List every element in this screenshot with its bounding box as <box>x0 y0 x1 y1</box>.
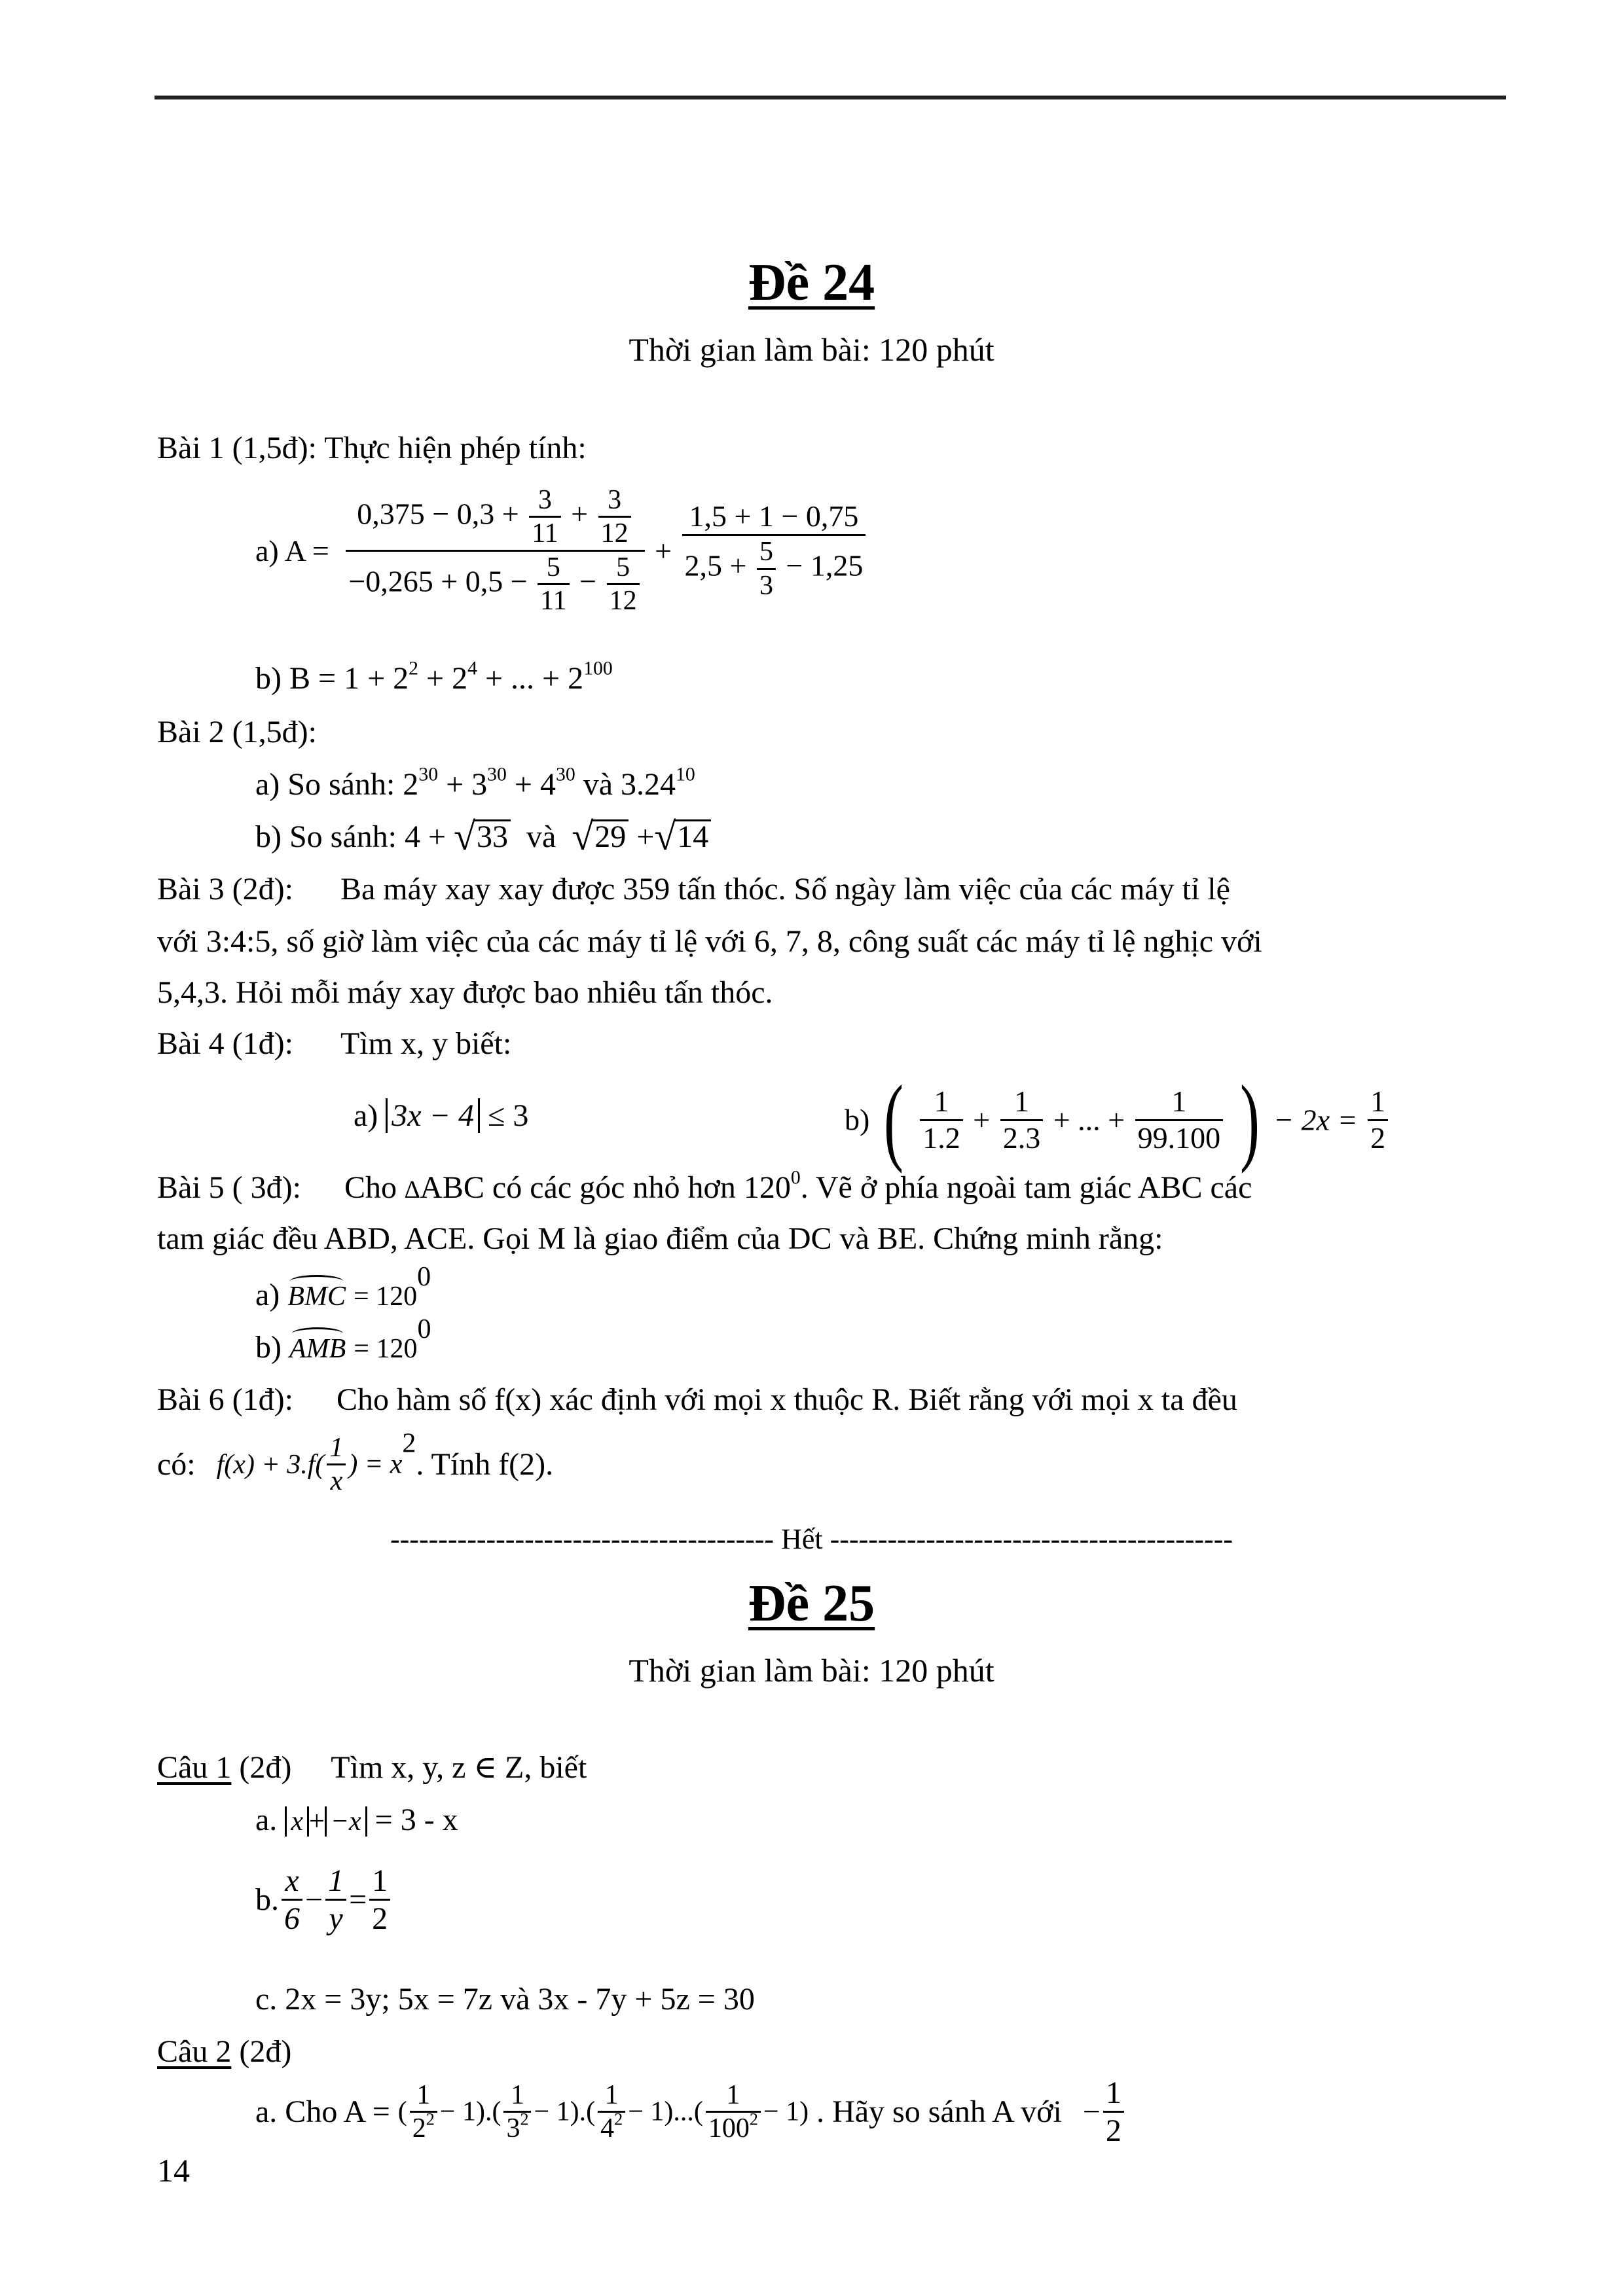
exponent: 2 <box>426 2109 435 2129</box>
bai6-line1 <box>157 1381 1237 1419</box>
frac-den: 2 <box>372 1901 388 1937</box>
cau1a-label: a. <box>255 1803 278 1837</box>
cau2-label: Câu 2 <box>157 2034 232 2069</box>
frac-den: 11 <box>532 518 558 549</box>
bai6-line2 <box>157 1428 554 1498</box>
bai5-text: ABC có các góc nhỏ hơn 120 <box>420 1170 791 1205</box>
open-paren: ( <box>397 2096 407 2127</box>
exponent: 4 <box>467 657 477 679</box>
exponent: 100 <box>583 657 613 679</box>
page-number: 14 <box>157 2152 190 2189</box>
bai5-label: Bài 5 ( 3đ): <box>157 1170 301 1205</box>
cau1-heading <box>157 1749 587 1787</box>
frac-num: 1 <box>920 1085 963 1121</box>
bai1a-second-fraction <box>682 499 866 601</box>
plus-sign: + <box>655 533 672 567</box>
exponent: 0 <box>790 1166 801 1189</box>
frac-num: 1 <box>1368 1085 1388 1121</box>
bai1b-text: b) B = 1 + 2 <box>255 661 409 696</box>
frac-den: 3 <box>759 570 773 601</box>
cau1-text: Tìm x, y, z ∈ Z, biết <box>331 1750 587 1785</box>
frac-den: 2 <box>1370 1121 1386 1155</box>
bai2b <box>255 815 711 858</box>
bai2a-text: + 4 <box>506 767 556 802</box>
frac-den: 11 <box>540 585 567 616</box>
bai4b-label: b) <box>845 1103 870 1137</box>
radicand: 29 <box>592 819 629 853</box>
equals-sign: = <box>349 1882 367 1917</box>
dots: + ... + <box>1053 1103 1125 1137</box>
de25-title: Đề 25 <box>748 1575 875 1632</box>
frac-num: 1 <box>1103 2075 1124 2113</box>
cau1b <box>255 1863 393 1937</box>
minus-one: − 1) <box>763 2096 809 2127</box>
de25-time: Thời gian làm bài: 120 phút <box>629 1652 994 1689</box>
bai1-heading: Bài 1 (1,5đ): Thực hiện phép tính: <box>157 431 587 465</box>
frac-num: x <box>282 1863 302 1901</box>
het-divider: ---------------------------------------- Hết ------------------------------------------ <box>390 1523 1233 1555</box>
bai3-label: Bài 3 (2đ): <box>157 872 293 906</box>
cau1-points: (2đ) <box>231 1750 292 1785</box>
bai1a-right-num: 1,5 + 1 − 0,75 <box>682 499 866 536</box>
sqrt-icon: √ <box>454 815 476 858</box>
left-paren-icon: ( <box>883 1066 903 1174</box>
frac-den: 12 <box>609 585 637 616</box>
bai1a-den-text: −0,265 + 0,5 − <box>348 564 528 598</box>
bai6-tail: . Tính f(2). <box>416 1447 554 1482</box>
frac-num: 1 <box>706 2079 761 2113</box>
exponent: 2 <box>409 657 419 679</box>
angle-value: = 120 <box>354 1334 418 1364</box>
bai5-text: . Vẽ ở phía ngoài tam giác ABC các <box>800 1170 1252 1205</box>
bai3-text: Ba máy xay xay được 359 tấn thóc. Số ngày làm việc của các máy tỉ lệ <box>340 872 1230 906</box>
bai5-line2: tam giác đều ABD, ACE. Gọi M là giao điểm của DC và BE. Chứng minh rằng: <box>157 1221 1163 1256</box>
minus-one: − 1) <box>439 2096 485 2127</box>
exponent: 0 <box>417 1314 431 1344</box>
right-paren-icon: ) <box>1239 1066 1260 1174</box>
angle-value: = 120 <box>353 1282 418 1312</box>
frac-den: 99.100 <box>1137 1121 1221 1155</box>
frac-num: 3 <box>529 484 560 518</box>
bai4b <box>845 1066 1391 1174</box>
bai1b-text: + 2 <box>418 661 468 696</box>
frac-num: 1 <box>325 1863 346 1901</box>
plus-sign: + <box>571 497 589 531</box>
cau1b-label: b. <box>255 1882 279 1917</box>
bai4-text: Tìm x, y biết: <box>340 1026 512 1061</box>
cau2-points: (2đ) <box>231 2034 292 2069</box>
word-va: và <box>526 819 556 854</box>
frac-den: 1.2 <box>922 1121 960 1155</box>
frac-num: 1 <box>369 1863 390 1901</box>
bai4-heading <box>157 1025 511 1063</box>
bai1a-right-den-left: 2,5 + <box>684 548 747 583</box>
bai6-text: Cho hàm số f(x) xác định với mọi x thuộc R. Biết rằng với mọi x ta đều <box>336 1382 1237 1417</box>
bai1a-expression <box>255 484 868 648</box>
de24-title: Đề 24 <box>748 254 875 312</box>
frac-num: 1 <box>598 2079 625 2113</box>
bai6-co: có: <box>157 1447 196 1482</box>
bai2b-text: b) So sánh: 4 + <box>255 819 447 854</box>
bai6-formula: ) = x <box>348 1449 403 1480</box>
plus-sign: + <box>308 1806 325 1837</box>
exponent: 2 <box>520 2109 529 2129</box>
exponent: 30 <box>418 763 439 785</box>
bai4b-rhs: − 2x = <box>1273 1103 1358 1137</box>
angle-amb: AMB <box>289 1333 346 1365</box>
cau2a: a. Cho A = ( $\frac{1}{2^2}$ − 1).( $\frac{1}{3^2}$ − 1).( $\frac{1}{4^2}$ − 1)...( $\frac{1}{100^2}$ − 1) . Hãy so sánh A với − $\frac{1}{2}$ <box>255 2075 1127 2149</box>
bai1a-right-den-right: − 1,25 <box>786 548 864 583</box>
minus-sign: − <box>579 564 597 598</box>
bai5a-label: a) <box>255 1278 280 1312</box>
exponent: 2 <box>402 1428 416 1459</box>
bai6-label: Bài 6 (1đ): <box>157 1382 293 1417</box>
bai4a-label: a) <box>354 1098 378 1133</box>
bai2a <box>255 763 695 804</box>
cau2a-label: a. Cho A = <box>255 2094 390 2129</box>
frac-den: 12 <box>600 518 629 549</box>
frac-num: 1 <box>1135 1085 1224 1121</box>
bai5-line1 <box>157 1166 1252 1207</box>
bai1a-num-text: 0,375 − 0,3 + <box>357 497 519 531</box>
plus-sign: + <box>973 1103 991 1137</box>
frac-num: 5 <box>538 552 569 585</box>
exponent: 2 <box>749 2109 758 2129</box>
bai4-label: Bài 4 (1đ): <box>157 1026 293 1061</box>
bai4a-rhs: ≤ 3 <box>488 1098 529 1133</box>
bai1a-label: a) A = <box>255 533 329 567</box>
exponent: 30 <box>555 763 575 785</box>
bai5-text: Cho <box>344 1170 397 1205</box>
bai6-formula: f(x) + 3.f( <box>216 1449 325 1480</box>
frac-num: 1 <box>503 2079 531 2113</box>
sqrt-icon: √ <box>572 815 594 858</box>
top-rule <box>155 96 1506 99</box>
bai5b <box>255 1314 431 1367</box>
angle-bmc: BMC <box>287 1280 346 1313</box>
bai5a <box>255 1261 431 1314</box>
triangle-icon: ∆ <box>404 1176 420 1204</box>
bai4a <box>354 1097 528 1135</box>
frac-num: 1 <box>1000 1085 1044 1121</box>
sqrt-icon: √ <box>654 815 676 858</box>
minus-sign: − <box>305 1882 323 1917</box>
bai2a-text: và 3.24 <box>575 767 676 802</box>
exponent: 0 <box>417 1261 431 1292</box>
frac-num: 1 <box>327 1432 346 1465</box>
bai3-line1 <box>157 870 1230 908</box>
frac-den: x <box>330 1466 343 1497</box>
frac-den: y <box>329 1901 343 1937</box>
bai1b <box>255 657 613 698</box>
bai2a-text: + 3 <box>438 767 488 802</box>
bai1b-text: + ... + 2 <box>477 661 584 696</box>
cau1c: c. 2x = 3y; 5x = 7z và 3x - 7y + 5z = 30 <box>255 1982 755 2017</box>
minus-one: − 1) <box>628 2096 674 2127</box>
bai3-line3: 5,4,3. Hỏi mỗi máy xay được bao nhiêu tấn thóc. <box>157 975 773 1010</box>
frac-num: 5 <box>757 536 776 569</box>
frac-num: 1 <box>410 2079 437 2113</box>
frac-den: 2 <box>1105 2113 1122 2149</box>
de24-time: Thời gian làm bài: 120 phút <box>629 331 994 368</box>
abs-expression: 3x − 4 <box>386 1098 480 1133</box>
plus-sign: + <box>636 819 655 854</box>
cau1a <box>255 1801 458 1839</box>
bai2-heading: Bài 2 (1,5đ): <box>157 715 317 749</box>
frac-den: 2.3 <box>1002 1121 1041 1155</box>
cau2-heading <box>157 2033 291 2071</box>
minus-sign: − <box>1082 2094 1101 2129</box>
exponent: 10 <box>676 763 695 785</box>
exponent: 30 <box>487 763 507 785</box>
cau1-label: Câu 1 <box>157 1750 232 1785</box>
frac-den: 6 <box>284 1901 300 1937</box>
exponent: 2 <box>614 2109 623 2129</box>
minus-one: − 1) <box>534 2096 579 2127</box>
cau1a-rhs: = 3 - x <box>374 1803 458 1837</box>
radicand: 14 <box>674 819 711 853</box>
frac-num: 3 <box>598 484 631 518</box>
radicand: 33 <box>474 819 511 853</box>
bai1a-main-fraction <box>346 484 644 617</box>
bai3-line2: với 3:4:5, số giờ làm việc của các máy tỉ lệ với 6, 7, 8, công suất các máy tỉ lệ nghịc với <box>157 924 1262 959</box>
frac-num: 5 <box>607 552 640 585</box>
abs-neg-x: −x <box>325 1806 367 1837</box>
cau2a-tail: . Hãy so sánh A với <box>816 2094 1062 2129</box>
bai2a-text: a) So sánh: 2 <box>255 767 419 802</box>
bai5b-label: b) <box>255 1330 282 1365</box>
abs-x: x <box>285 1806 309 1837</box>
